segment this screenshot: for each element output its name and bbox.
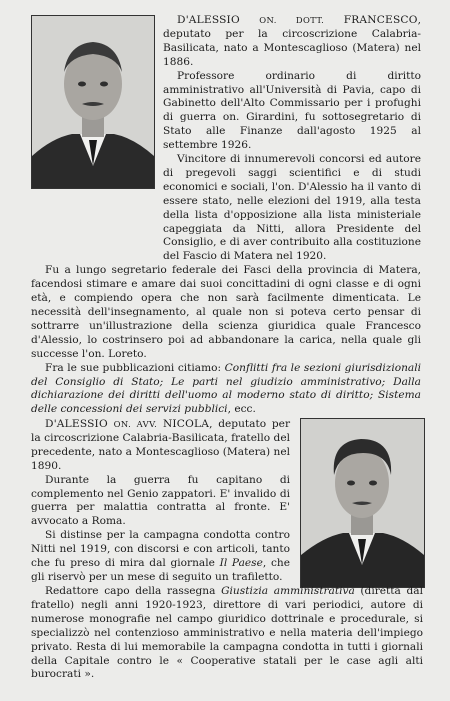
entry-nicola-p3: [31, 529, 290, 585]
entry-francesco-p2: Professore ordinario di diritto amministrativo all'Università di Pavia, capo di Gabinetto dell'Alto Commissario per i profughi di guerra on. Girardini, fu sottosegretario di Stato alle Finanze dall'agosto 1925 al settembre 1926.: [163, 69, 421, 152]
firstname-francesco: FRANCESCO: [343, 14, 418, 26]
entry-francesco-p5: [31, 362, 421, 418]
entry-nicola-p1: , deputato per la circoscrizione Calabria-Basilicata, fratello del precedente, nato a Montescaglioso (Matera) nel 1890.: [31, 418, 291, 472]
newspaper-title: Il Paese: [219, 557, 263, 570]
entry-nicola-body: [31, 585, 423, 682]
entry-francesco-intro: [163, 14, 421, 153]
entry-francesco-p3: Vincitore di innumerevoli concorsi ed autore di pregevoli saggi scientifici e di studi economici e sociali, l'on. D'Alessio ha il vanto di essere stato, nelle elezioni del 1919, alla testa della lista d'opposizione alla lista ministeriale capeggiata da Nitti, allora Presidente del Consiglio, e di aver contribuito alla costituzione del Fascio di Matera nel 1920.: [163, 153, 421, 263]
surname-nicola: D'ALESSIO: [45, 418, 108, 430]
entry-francesco-heading: [163, 14, 421, 70]
review-title: Giustizia amministrativa: [221, 585, 355, 597]
publications-titles: Conflitti fra le sezioni giurisdizionali del Consiglio di Stato; Le parti nel giudizio amministrativo; Dalla dichiarazione dei diritti dell'uomo al moderno stato di diritto; Sistema delle concessioni dei servizi pubblici: [31, 361, 421, 416]
entry-nicola-p4: [31, 585, 423, 682]
titles-nicola: ON. AVV.: [113, 419, 158, 429]
entry-nicola-heading: [31, 418, 290, 474]
p3-text-b: , che gli riservò per un mese di seguito un trafiletto.: [31, 557, 291, 583]
entry-nicola-p2: Durante la guerra fu capitano di complemento nel Genio zappatori. E' invalido di guerra per malattia contratta al fronte. E' avvocato a Roma.: [31, 473, 290, 528]
publications-intro: Fra le sue pubblicazioni citiamo:: [45, 361, 225, 374]
entry-francesco-p1: , deputato per la circoscrizione Calabria-Basilicata, nato a Montescaglioso (Matera) nel 1886.: [163, 14, 421, 68]
firstname-nicola: NICOLA: [162, 418, 210, 430]
p4-text-a: Redattore capo della rassegna: [45, 585, 222, 597]
p3-text-a: Si distinse per la campagna condotta contro Nitti nel 1919, con discorsi e con articoli, tanto che fu preso di mira dal giornale: [31, 529, 290, 570]
entry-nicola-intro: [31, 418, 290, 585]
entry-francesco-p4: Fu a lungo segretario federale dei Fasci della provincia di Matera, facendosi stimare e amare dai suoi concittadini di ogni classe e di ogni età, e compiendo opera che non sarà facilmente dimenticata. Le necessità dell'insegnamento, al quale non si poteva certo pensar di sottrarre un'illustrazione della scienza giuridica quale Francesco d'Alessio, lo costrinsero poi ad abbandonare la carica, nella quale gli successe l'on. Loreto.: [31, 264, 421, 360]
surname-francesco: D'ALESSIO: [177, 14, 240, 26]
publications-end: , ecc.: [227, 403, 256, 416]
entry-francesco-body: [31, 153, 421, 417]
portrait-nicola: [300, 418, 425, 588]
titles-francesco: ON. DOTT.: [259, 15, 325, 25]
p4-text-b: (diretta dal fratello) negli anni 1920-1923, direttore di vari periodici, autore di numerose monografie nel campo giuridico dottrinale e procedurale, si specializzò nel contenzioso amministrativo e nella materia dell'impiego privato. Resta di lui memorabile la campagna condotta in tutti i giornali della Capitale contro le « Cooperative statali per le case agli alti burocrati ».: [31, 585, 423, 681]
